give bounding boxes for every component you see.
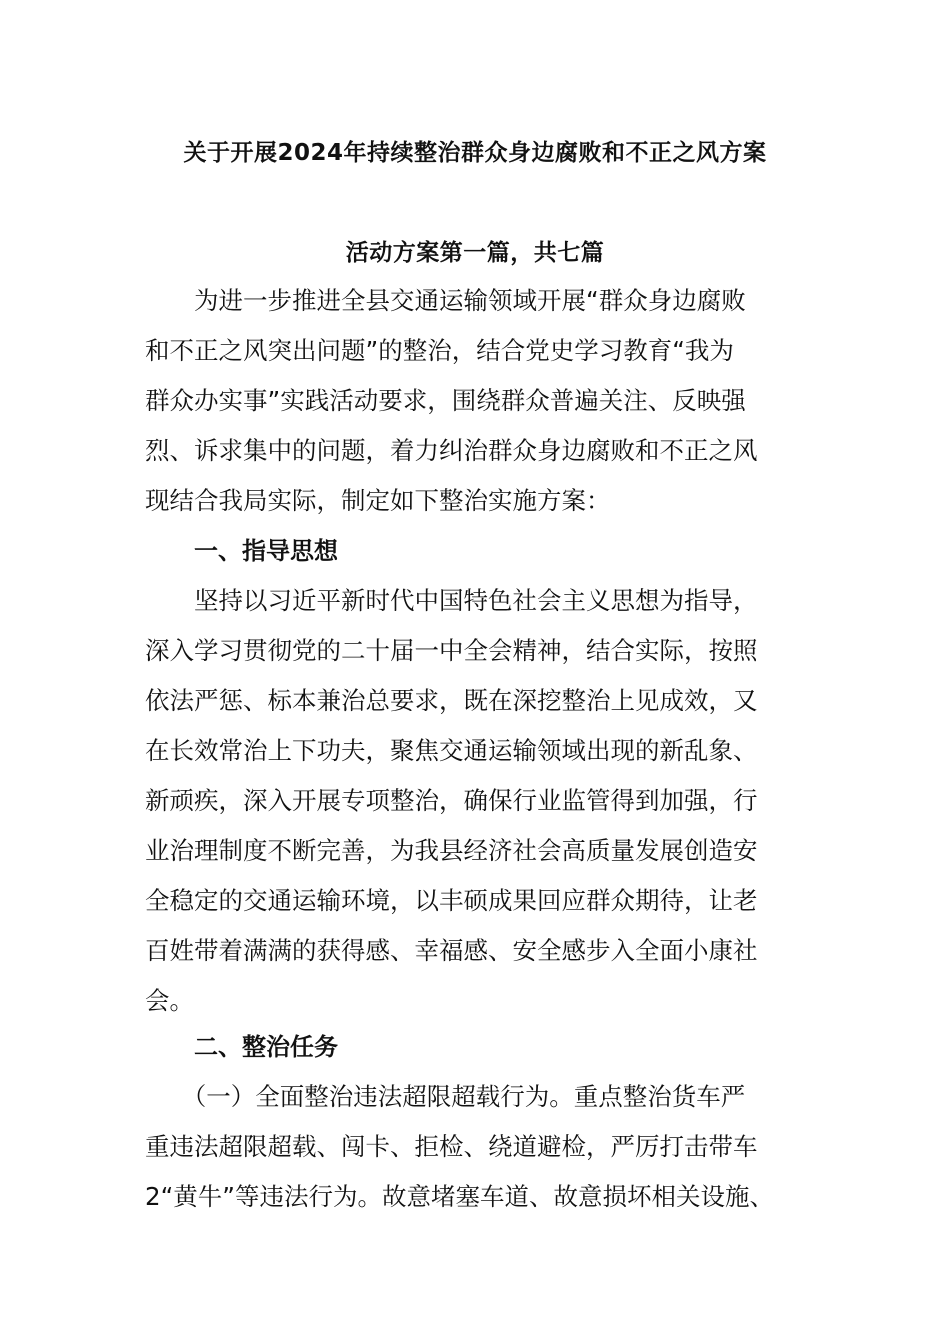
paragraph-line: 深入学习贯彻党的二十届一中全会精神，结合实际，按照 bbox=[145, 636, 758, 665]
paragraph-line: （一）全面整治违法超限超载行为。重点整治货车严 bbox=[145, 1082, 746, 1111]
section-heading-guiding-ideology: 一、指导思想 bbox=[194, 537, 338, 565]
paragraph-line: 和不正之风突出问题”的整治，结合党史学习教育“我为 bbox=[145, 336, 734, 365]
paragraph-line: 2“黄牛”等违法行为。故意堵塞车道、故意损坏相关设施、 bbox=[145, 1182, 774, 1211]
paragraph-guiding-ideology bbox=[145, 576, 807, 1026]
paragraph-line: 百姓带着满满的获得感、幸福感、安全感步入全面小康社 bbox=[145, 936, 758, 965]
paragraph-line: 会。 bbox=[145, 986, 194, 1015]
paragraph-line: 依法严惩、标本兼治总要求，既在深挖整治上见成效，又 bbox=[145, 686, 758, 715]
paragraph-line: 现结合我局实际，制定如下整治实施方案： bbox=[145, 486, 611, 515]
paragraph-line: 全稳定的交通运输环境，以丰硕成果回应群众期待，让老 bbox=[145, 886, 758, 915]
paragraph-line: 烈、诉求集中的问题，着力纠治群众身边腐败和不正之风 bbox=[145, 436, 758, 465]
paragraph-line: 业治理制度不断完善，为我县经济社会高质量发展创造安 bbox=[145, 836, 758, 865]
paragraph-line: 在长效常治上下功夫，聚焦交通运输领域出现的新乱象、 bbox=[145, 736, 758, 765]
paragraph-line: 群众办实事”实践活动要求，围绕群众普遍关注、反映强 bbox=[145, 386, 746, 415]
document-title: 关于开展2024年持续整治群众身边腐败和不正之风方案 bbox=[183, 140, 767, 166]
paragraph-line: 为进一步推进全县交通运输领域开展“群众身边腐败 bbox=[145, 286, 746, 315]
paragraph-rectification-tasks bbox=[145, 1072, 807, 1222]
paragraph-line: 新顽疾，深入开展专项整治，确保行业监管得到加强，行 bbox=[145, 786, 758, 815]
paragraph-line: 重违法超限超载、闯卡、拒检、绕道避检，严厉打击带车 bbox=[145, 1132, 758, 1161]
paragraph-intro bbox=[145, 276, 807, 526]
document-subtitle: 活动方案第一篇，共七篇 bbox=[345, 240, 605, 266]
paragraph-line: 坚持以习近平新时代中国特色社会主义思想为指导， bbox=[145, 586, 758, 615]
section-heading-rectification-tasks: 二、整治任务 bbox=[194, 1033, 338, 1061]
